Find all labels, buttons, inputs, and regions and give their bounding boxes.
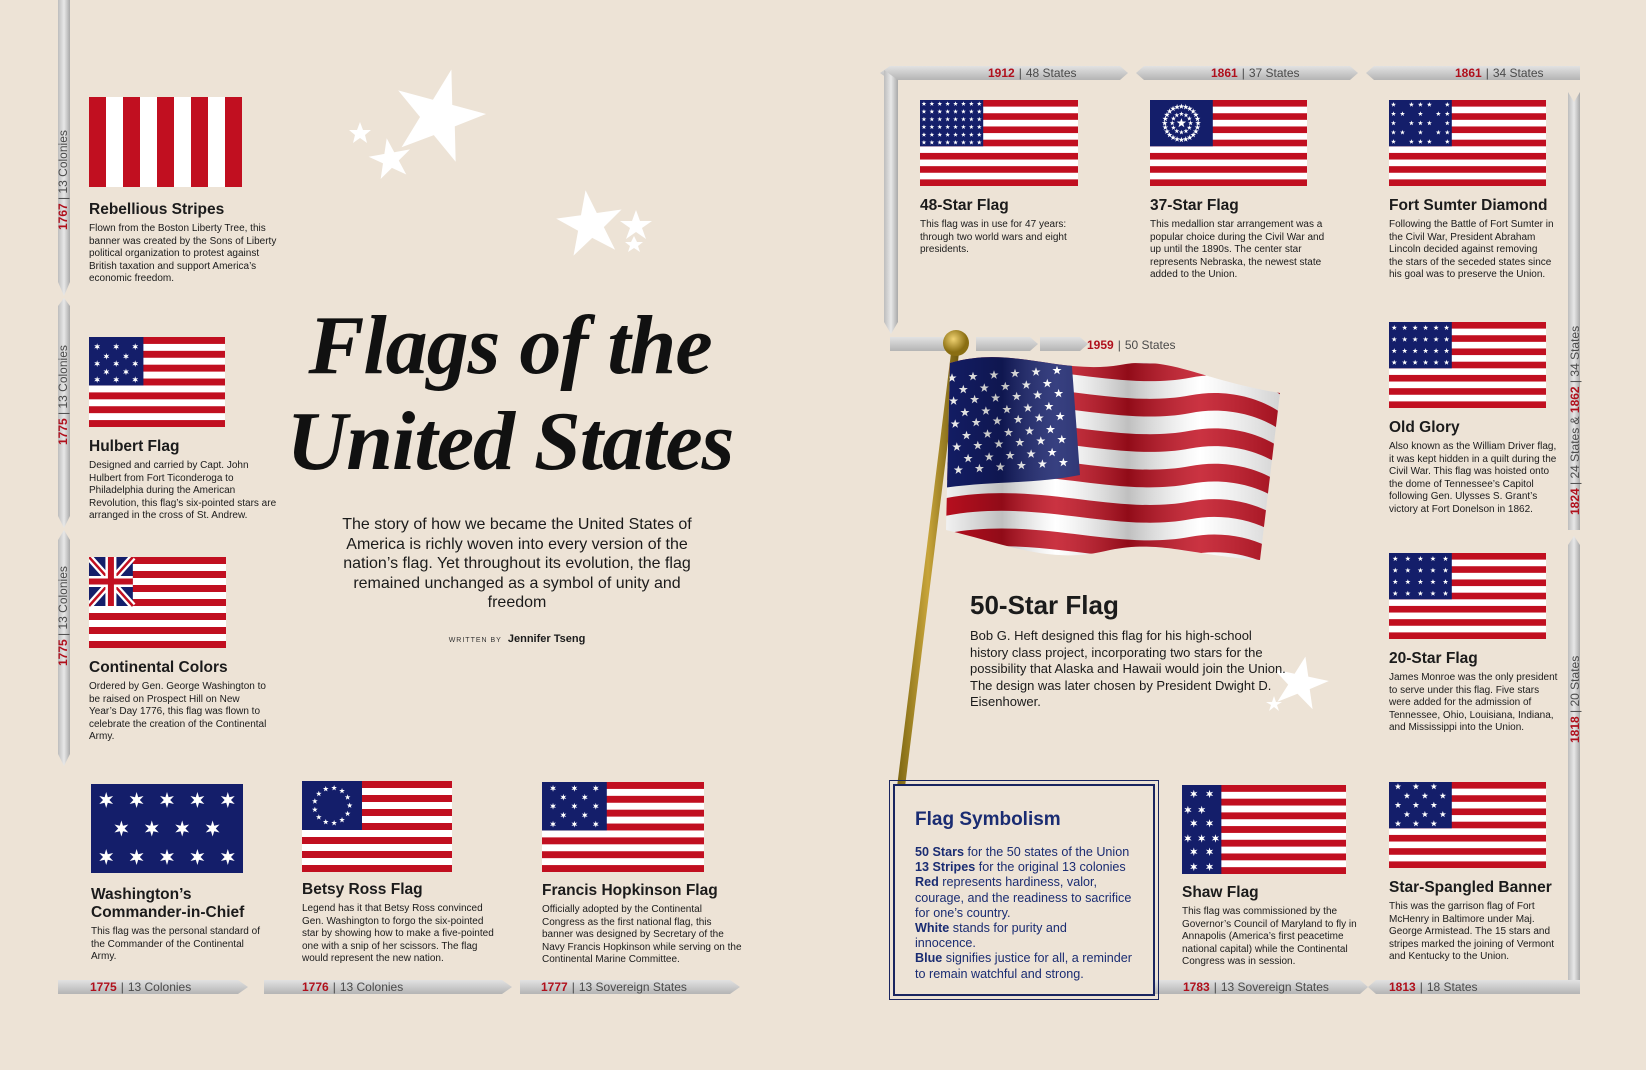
star-spangled-card <box>1389 879 1564 964</box>
betsy-ross-flag-image <box>302 781 452 872</box>
flag-title: Shaw Flag <box>1182 884 1259 901</box>
20-star-flag-image <box>1389 553 1546 639</box>
timeline-label-1783: 1783 | 13 Sovereign States <box>1183 980 1329 994</box>
page-title <box>285 298 735 490</box>
fort-sumter-card <box>1389 197 1554 282</box>
byline-label: WRITTEN BY <box>448 637 502 644</box>
37-star-card <box>1150 197 1335 282</box>
rebellious-stripes-flag-image <box>89 97 242 187</box>
continental-colors-flag-image <box>89 557 226 648</box>
symbolism-item: White stands for purity and innocence. <box>915 921 1067 951</box>
flag-description: This flag was in use for 47 years: through two world wars and eight presidents. <box>920 219 1067 255</box>
flag-title: Old Glory <box>1389 419 1460 436</box>
title-block <box>285 298 735 490</box>
lede-block <box>342 515 692 613</box>
flag-title: 20-Star Flag <box>1389 650 1478 667</box>
flag-title: Washington’s Commander-in-Chief <box>91 886 245 921</box>
symbolism-item: 13 Stripes for the original 13 colonies <box>915 860 1126 875</box>
byline-author: Jennifer Tseng <box>507 633 586 645</box>
50-star-feature-card <box>970 590 1290 711</box>
timeline-label-1775a: 1775 | 13 Colonies <box>56 345 70 445</box>
timeline-label-1824-1862: 1824 | 24 States & 1862 | 34 States <box>1568 325 1582 515</box>
flag-description: Legend has it that Betsy Ross convinced Gen. Washington to forgo the six-pointed star by showing how to make a five-pointed one with a snip of her scissors. The flag would represent the new nation. <box>302 903 494 964</box>
star-spangled-banner-flag-image <box>1389 782 1546 868</box>
timeline-label-1813: 1813 | 18 States <box>1389 980 1478 994</box>
48-star-flag-image <box>920 100 1078 186</box>
lede-text: The story of how we became the United States of America is richly woven into every version of the nation’s flag. Yet throughout its evolution, the flag remained unchanged as a symbol of unity and freedom <box>342 516 692 611</box>
flag-description: This medallion star arrangement was a popular choice during the Civil War and up until the 1890s. The center star represents Nebraska, the newest state added to the Union. <box>1150 219 1325 280</box>
betsy-ross-card <box>302 881 502 966</box>
decorative-stars-icon <box>340 60 680 280</box>
timeline-label-1861b: 1861 | 34 States <box>1455 66 1544 80</box>
old-glory-flag-image <box>1389 322 1546 408</box>
page-title-line-1: Flags of the <box>308 299 712 392</box>
hulbert-flag-image <box>89 337 225 427</box>
37-star-flag-image <box>1150 100 1307 186</box>
feature-title: 50-Star Flag <box>970 590 1119 620</box>
flag-title: Rebellious Stripes <box>89 201 225 218</box>
flag-description: This was the garrison flag of Fort McHenry in Baltimore under Maj. George Armistead. The 15 stars and stripes marked the joining of Vermont and Kentucky to the Union. <box>1389 901 1555 962</box>
washington-flag-card <box>91 886 261 964</box>
flag-title: Star-Spangled Banner <box>1389 879 1552 896</box>
hopkinson-card <box>542 882 742 967</box>
flag-description: Designed and carried by Capt. John Hulbert from Fort Ticonderoga to Philadelphia during the American Revolution, this flag’s six-pointed stars are arranged in the cross of St. Andrew. <box>89 460 277 521</box>
timeline-label-1775b: 1775 | 13 Colonies <box>56 566 70 666</box>
flag-title: 37-Star Flag <box>1150 197 1239 214</box>
timeline-label-1767: 1767 | 13 Colonies <box>56 130 70 230</box>
flag-title: Francis Hopkinson Flag <box>542 882 718 899</box>
flag-title: 48-Star Flag <box>920 197 1009 214</box>
symbolism-item: Red represents hardiness, valor, courage, and the readiness to sacrifice for one’s country. <box>915 875 1132 920</box>
flag-description: Ordered by Gen. George Washington to be raised on Prospect Hill on New Year’s Day 1776, this flag was flown to celebrate the creation of the Continental Army. <box>89 681 267 742</box>
20-star-card <box>1389 650 1561 735</box>
timeline-label-1776: 1776 | 13 Colonies <box>302 980 404 994</box>
timeline-label-1861a: 1861 | 37 States <box>1211 66 1300 80</box>
continental-colors-card <box>89 659 269 744</box>
shaw-flag-image <box>1182 785 1346 874</box>
flag-description: Flown from the Boston Liberty Tree, this banner was created by the Sons of Liberty political organization to protest against British taxation and support America’s economic freedom. <box>89 223 277 284</box>
timeline-label-1912: 1912 | 48 States <box>988 66 1077 80</box>
old-glory-card <box>1389 419 1564 516</box>
flag-description: This flag was commissioned by the Governor’s Council of Maryland to fly in Annapolis (America’s first peacetime national capital) while the Continental Congress was in session. <box>1182 906 1357 967</box>
page-title-line-2: United States <box>286 395 734 488</box>
48-star-card <box>920 197 1095 257</box>
flag-description: This flag was the personal standard of the Commander of the Continental Army. <box>91 926 260 962</box>
timeline-label-1818: 1818 | 20 States <box>1568 655 1582 743</box>
hopkinson-flag-image <box>542 782 704 872</box>
timeline-label-1775c: 1775 | 13 Colonies <box>90 980 192 994</box>
shaw-flag-card <box>1182 884 1364 969</box>
byline <box>342 633 692 645</box>
flag-title: Hulbert Flag <box>89 438 180 455</box>
washington-flag-image <box>91 784 243 873</box>
feature-description: Bob G. Heft designed this flag for his high-school history class project, incorporating two stars for the possibility that Alaska and Hawaii would join the Union. The design was later chosen by President Dwight D. Eisenhower. <box>970 628 1286 710</box>
timeline-label-1777: 1777 | 13 Sovereign States <box>541 980 687 994</box>
flag-title: Fort Sumter Diamond <box>1389 197 1548 214</box>
symbolism-title: Flag Symbolism <box>915 809 1061 830</box>
flag-description: Following the Battle of Fort Sumter in the Civil War, President Abraham Lincoln decided against removing the stars of the seceded states since his goal was to preserve the Union. <box>1389 219 1554 280</box>
hulbert-flag-card <box>89 438 281 523</box>
fort-sumter-flag-image <box>1389 100 1546 186</box>
timeline-label-1959: 1959 | 50 States <box>1087 338 1176 352</box>
flag-description: Officially adopted by the Continental Congress as the first national flag, this banner was designed by Secretary of the Navy Francis Hopkinson while serving on the Continental Marine Committee. <box>542 904 742 965</box>
symbolism-item: Blue signifies justice for all, a reminder to remain watchful and strong. <box>915 951 1132 981</box>
flag-description: James Monroe was the only president to serve under this flag. Five stars were added for the admission of Tennessee, Ohio, Louisiana, Indiana, and Mississippi into the Union. <box>1389 672 1558 733</box>
flag-title: Continental Colors <box>89 659 228 676</box>
50-star-waving-flag-image <box>890 325 1290 795</box>
flag-symbolism-box <box>893 784 1155 996</box>
flag-title: Betsy Ross Flag <box>302 881 423 898</box>
symbolism-item: 50 Stars for the 50 states of the Union <box>915 845 1130 859</box>
flag-description: Also known as the William Driver flag, it was kept hidden in a quilt during the Civil War. This flag was hoisted onto the dome of Tennessee’s Capitol following Gen. Ulysses S. Grant’s victory at Fort Donelson in 1862. <box>1389 441 1557 515</box>
rebellious-stripes-card <box>89 201 279 286</box>
